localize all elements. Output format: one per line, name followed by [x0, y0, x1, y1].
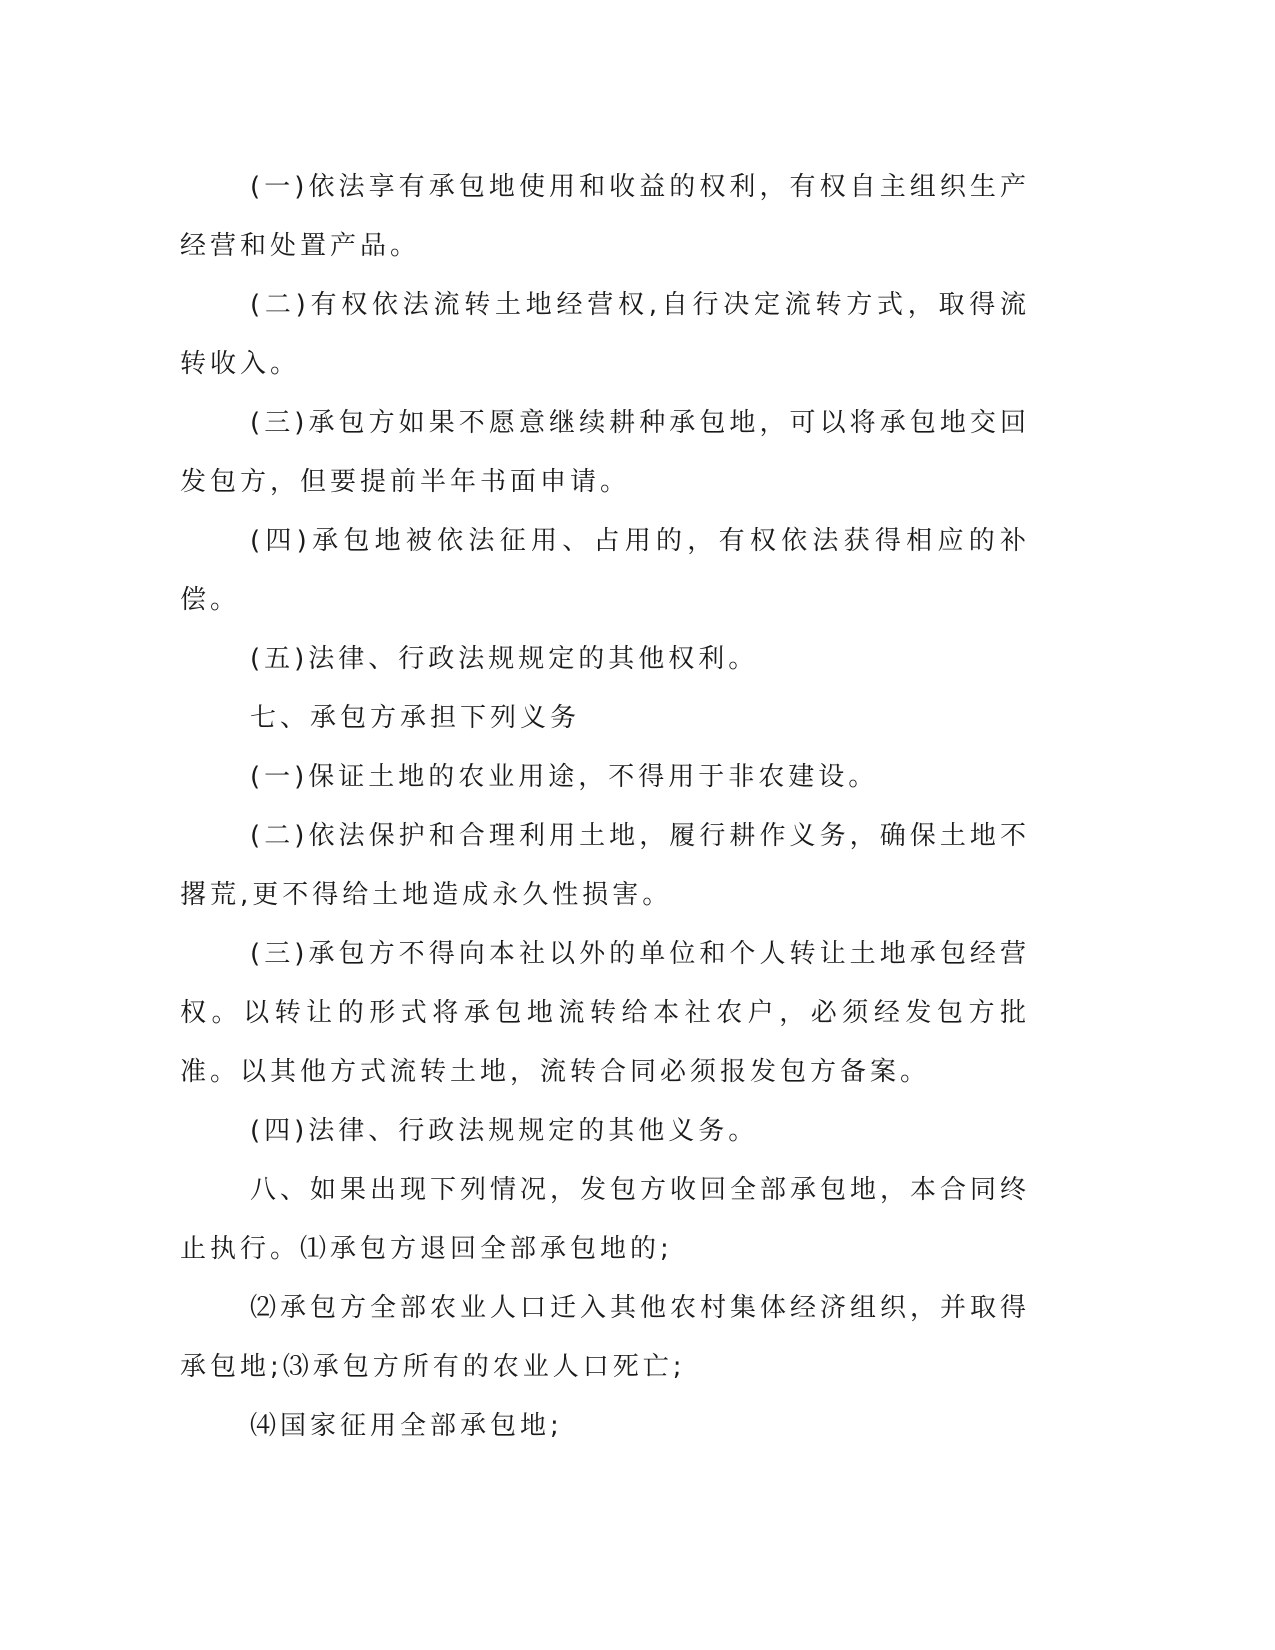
paragraph-obligation-1: (一)保证土地的农业用途，不得用于非农建设。 — [250, 762, 879, 792]
paragraph-obligation-2: (二)依法保护和合理利用土地，履行耕作义务，确保土地不撂荒,更不得给土地造成永久性损害。 — [180, 821, 1030, 910]
paragraph-right-1: (一)依法享有承包地使用和收益的权利，有权自主组织生产经营和处置产品。 — [180, 172, 1030, 261]
document-body — [180, 158, 1030, 1456]
paragraph-right-5: (五)法律、行政法规规定的其他权利。 — [250, 644, 759, 674]
paragraph-termination-2-3: ⑵承包方全部农业人口迁入其他农村集体经济组织，并取得承包地;⑶承包方所有的农业人口死亡; — [180, 1293, 1031, 1382]
paragraph-right-4: (四)承包地被依法征用、占用的，有权依法获得相应的补偿。 — [180, 526, 1030, 615]
paragraph-termination-4: ⑷国家征用全部承包地; — [250, 1411, 563, 1441]
section-heading-obligations: 七、承包方承担下列义务 — [250, 703, 581, 733]
section-heading-termination: 八、如果出现下列情况，发包方收回全部承包地，本合同终止执行。⑴承包方退回全部承包地的; — [180, 1175, 1031, 1264]
paragraph-right-3: (三)承包方如果不愿意继续耕种承包地，可以将承包地交回发包方，但要提前半年书面申请。 — [180, 408, 1030, 497]
paragraph-obligation-3: (三)承包方不得向本社以外的单位和个人转让土地承包经营权。以转让的形式将承包地流转给本社农户，必须经发包方批准。以其他方式流转土地，流转合同必须报发包方备案。 — [180, 939, 1030, 1087]
paragraph-obligation-4: (四)法律、行政法规规定的其他义务。 — [250, 1116, 759, 1146]
paragraph-right-2: (二)有权依法流转土地经营权,自行决定流转方式，取得流转收入。 — [180, 290, 1030, 379]
